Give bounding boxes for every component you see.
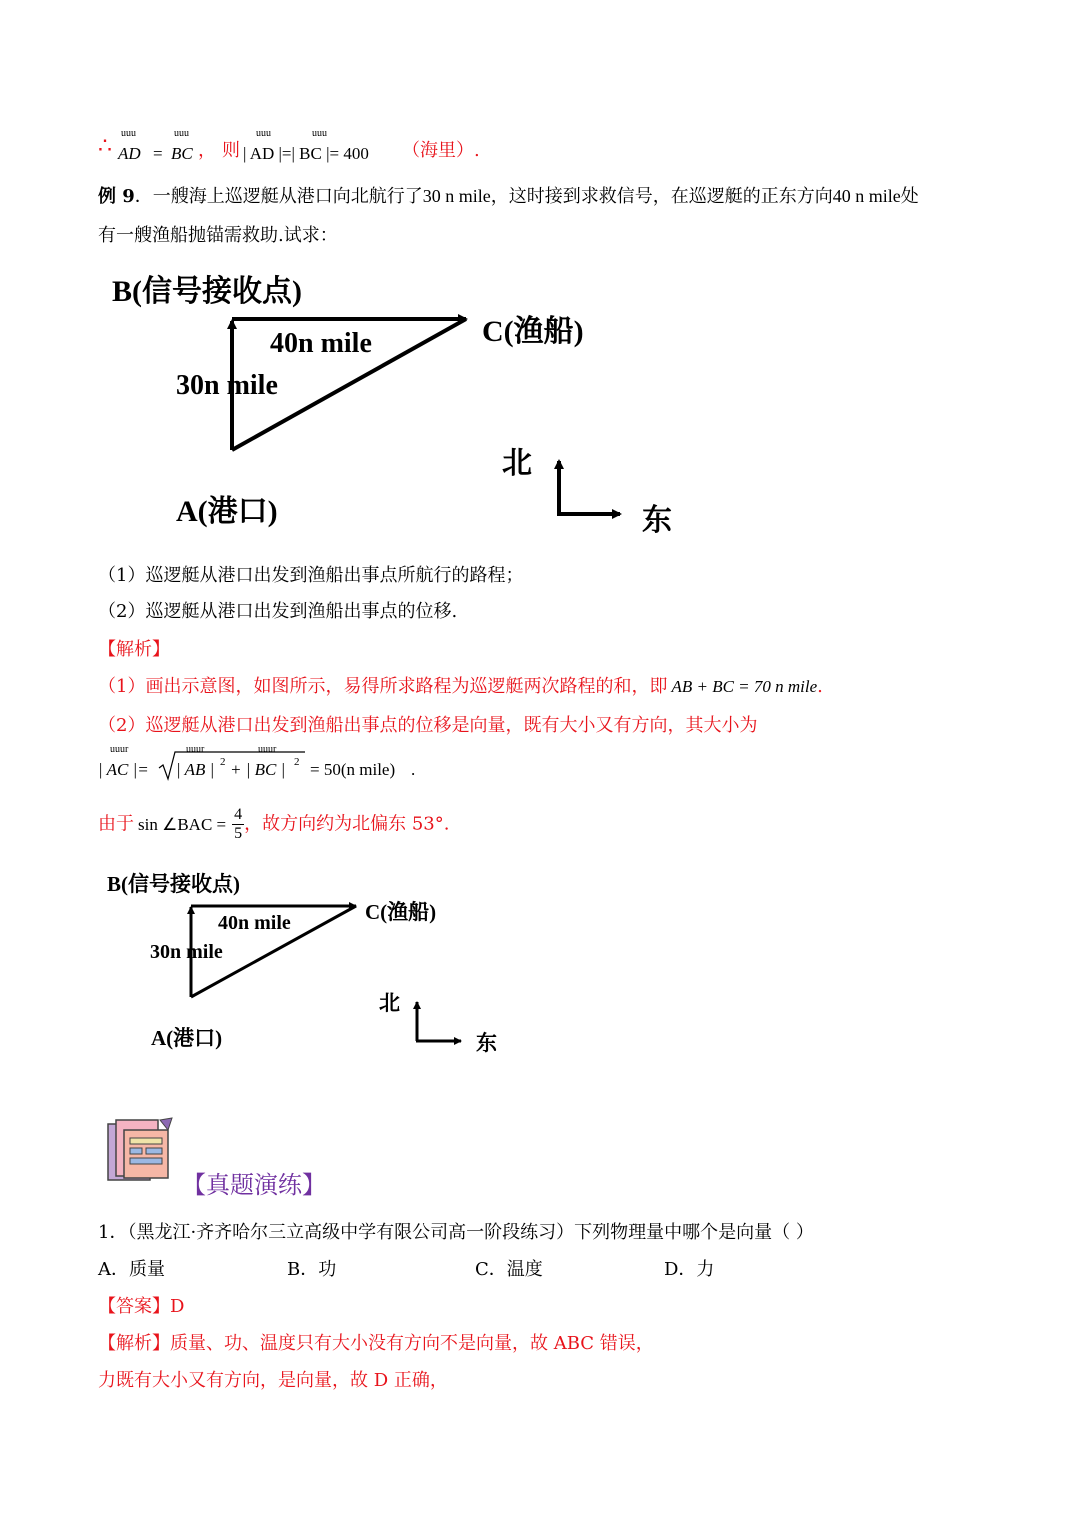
- label-b-receiver: B(信号接收点): [112, 275, 302, 308]
- analysis-part3-end: ，故方向约为北偏东 53°.: [244, 813, 450, 835]
- vector-arrow-mark: uuur: [110, 744, 129, 755]
- fraction-denominator: 5: [234, 825, 243, 842]
- example-text-a: ．一艘海上巡逻艇从港口向北航行了: [134, 186, 423, 207]
- problem-1-analysis: [98, 1329, 654, 1355]
- formula-ab-term: | AB |: [176, 760, 215, 779]
- vector-ad: AD: [118, 144, 141, 163]
- label-north: 北: [502, 447, 532, 480]
- label-bc-distance-small: 40n mile: [218, 912, 291, 934]
- vector-arrow-mark: uuu: [256, 128, 271, 139]
- answer-line: 【答案】D: [98, 1296, 185, 1317]
- option-a: A．质量: [98, 1259, 165, 1280]
- formula-bc-term: + | BC |: [230, 760, 286, 779]
- distance-40: 40 n mile: [832, 186, 901, 206]
- equals-sign: =: [153, 144, 163, 163]
- label-bc-distance: 40n mile: [270, 328, 372, 359]
- analysis-part3: [98, 806, 449, 843]
- analysis-part1-math: AB + BC = 70 n mile: [671, 677, 818, 696]
- analysis-part3-start: 由于: [98, 813, 134, 835]
- problem-1-stem: 1．（黑龙江·齐齐哈尔三立高级中学有限公司高一阶段练习）下列物理量中哪个是向量（ ）: [98, 1222, 814, 1243]
- section-title: 【真题演练】: [182, 1171, 326, 1199]
- analysis-part1: [98, 672, 823, 698]
- label-ab-distance: 30n mile: [176, 370, 278, 401]
- label-c-fishing-boat-small: C(渔船): [365, 900, 437, 924]
- example-text-c: 处: [900, 186, 919, 207]
- formula-result: = 50(n mile): [310, 760, 396, 779]
- option-b: B．功: [287, 1259, 337, 1280]
- magnitude-equation: | AD |=| BC |= 400: [243, 144, 369, 163]
- comma: ，: [198, 140, 216, 161]
- example-text-b: ，这时接到求救信号，在巡逻艇的正东方向: [490, 186, 833, 207]
- vector-arrow-mark: uuur: [258, 744, 277, 755]
- analysis-heading: 【解析】: [98, 1333, 170, 1354]
- therefore-symbol: ∴: [98, 134, 112, 159]
- option-d: D．力: [664, 1259, 715, 1280]
- example-9-line2: 有一艘渔船抛锚需救助.试求：: [98, 225, 338, 246]
- analysis-heading: 【解析】: [98, 639, 170, 660]
- analysis-part2: （2）巡逻艇从港口出发到渔船出事点的位移是向量，既有大小又有方向，其大小为: [98, 715, 758, 736]
- example-label: 例 9: [98, 186, 135, 207]
- label-a-port-small: A(港口): [151, 1026, 223, 1050]
- label-b-receiver-small: B(信号接收点): [107, 872, 240, 896]
- question-2: （2）巡逻艇从港口出发到渔船出事点的位移.: [98, 601, 458, 622]
- label-east: 东: [642, 504, 672, 537]
- question-1: （1）巡逻艇从港口出发到渔船出事点所航行的路程；: [98, 565, 524, 586]
- formula-end: .: [411, 760, 416, 779]
- label-c-fishing-boat: C(渔船): [482, 315, 584, 348]
- analysis-part1-end: .: [817, 676, 823, 697]
- distance-30: 30 n mile: [422, 186, 491, 206]
- analysis-text: 质量、功、温度只有大小没有方向不是向量，故 ABC 错误，: [170, 1333, 654, 1354]
- vector-bc: BC: [171, 144, 193, 163]
- label-ab-distance-small: 30n mile: [150, 941, 223, 963]
- fraction-4-5: [232, 806, 244, 843]
- formula-ac-magnitude: | AC |=: [98, 760, 149, 779]
- option-c: C．温度: [475, 1259, 543, 1280]
- vector-arrow-mark: uuu: [174, 128, 189, 139]
- superscript-2: 2: [294, 756, 300, 768]
- label-north-small: 北: [379, 991, 400, 1015]
- then-word: 则: [222, 140, 240, 161]
- exercise-section-icon: [104, 1116, 176, 1186]
- sin-expression: sin ∠BAC =: [138, 814, 227, 834]
- problem-1-analysis-line2: 力既有大小又有方向，是向量，故 D 正确，: [98, 1370, 448, 1391]
- label-east-small: 东: [476, 1031, 497, 1055]
- label-a-port: A(港口): [176, 495, 278, 528]
- example-9-line1: [98, 182, 919, 208]
- vector-arrow-mark: uuu: [312, 128, 327, 139]
- vector-arrow-mark: uuur: [186, 744, 205, 755]
- unit-nautical-miles: （海里）.: [402, 140, 480, 161]
- fraction-numerator: 4: [234, 806, 243, 823]
- vector-arrow-mark: uuu: [121, 128, 136, 139]
- superscript-2: 2: [220, 756, 226, 768]
- analysis-part1-text: （1）画出示意图，如图所示，易得所求路程为巡逻艇两次路程的和，即: [98, 676, 668, 697]
